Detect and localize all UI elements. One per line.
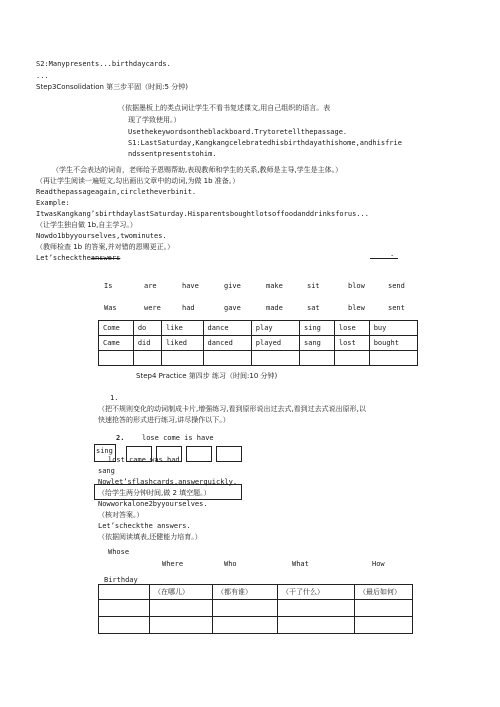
note-2: （再让学生阅读一遍短文,勾出画出文章中的动词,为做 1b 准备。） bbox=[36, 177, 240, 185]
item-2-words: lose come is have bbox=[142, 434, 214, 442]
note-1: （学生不会表达的词肯，老师给予恩赐帮助,表现教师和学生的关系,教师是主导,学生是主体。） bbox=[52, 166, 343, 174]
note-8: （依据阅读填表,还健能力培育。） bbox=[98, 533, 202, 541]
whose-label: Whose bbox=[108, 548, 130, 556]
table-row bbox=[99, 585, 413, 600]
verb-present: are bbox=[144, 282, 157, 290]
table-cell: （在哪儿） bbox=[150, 585, 213, 600]
note-6: （给学生两分钟时间,做 2 填空题。） bbox=[98, 489, 211, 497]
table-cell: bought bbox=[369, 336, 417, 351]
table-cell bbox=[334, 351, 369, 366]
table-cell: dance bbox=[203, 321, 251, 336]
table-cell: （干了什么） bbox=[278, 585, 355, 600]
verb-present: blow bbox=[348, 282, 365, 290]
letcheck-line: Let’scheckthe answers. bbox=[98, 522, 191, 530]
table-cell: Come bbox=[99, 321, 134, 336]
header-who: Who bbox=[224, 560, 237, 568]
table-cell bbox=[150, 617, 213, 634]
sang-word: sang bbox=[98, 467, 115, 475]
table-cell bbox=[99, 351, 134, 366]
table-row bbox=[99, 351, 418, 366]
header-where: Where bbox=[162, 560, 184, 568]
table-cell: do bbox=[133, 321, 161, 336]
table-cell bbox=[355, 600, 413, 617]
verb-past: sent bbox=[388, 304, 405, 312]
blank-box bbox=[216, 446, 242, 462]
nowwork-line: Nowworkalone2byyourselves. bbox=[98, 500, 208, 508]
table-cell: buy bbox=[369, 321, 417, 336]
table-cell: did bbox=[133, 336, 161, 351]
s1-line-a: S1:LastSaturday,Kangkangcelebratedhisbirthdayathishome,andhisfrie bbox=[128, 139, 402, 147]
table-cell: played bbox=[251, 336, 299, 351]
check-text: Let’scheckthe bbox=[36, 254, 91, 262]
note-5a: （把不规则变化的动词制成卡片,增强练习,看到原形说出过去式,看到过去式说出原形,以 bbox=[98, 405, 366, 413]
instruction-1b: 现了学致使用。） bbox=[128, 116, 181, 124]
table-cell bbox=[150, 600, 213, 617]
table-cell bbox=[99, 617, 150, 634]
read-instruction: Readthepassageagain,circletheverbinit. bbox=[36, 188, 197, 196]
verb-present: give bbox=[224, 282, 241, 290]
table-cell bbox=[369, 351, 417, 366]
verb-past: Was bbox=[104, 304, 117, 312]
note-5b: 快速抢答的形式进行练习,讲尽操作以下。） bbox=[98, 416, 230, 424]
step3-heading: Step3Consolidation 第三步平固（时间:5 分钟) bbox=[36, 83, 188, 91]
table-cell bbox=[300, 351, 335, 366]
s2-line: S2:Manypresents...birthdaycards. bbox=[36, 60, 171, 68]
step4-heading: Step4 Practice 第四步 练习（时间:10 分钟) bbox=[136, 372, 278, 380]
table-cell bbox=[278, 617, 355, 634]
table-cell: lose bbox=[334, 321, 369, 336]
table-cell bbox=[161, 351, 203, 366]
verb-past: made bbox=[266, 304, 283, 312]
table-cell bbox=[213, 600, 278, 617]
note-3: （让学生独自做 1b,自主学习。） bbox=[36, 221, 137, 229]
verb-past: gave bbox=[224, 304, 241, 312]
check-answers-line bbox=[36, 254, 120, 263]
dot-mark: . bbox=[390, 250, 395, 258]
table-cell bbox=[278, 600, 355, 617]
answers-text: answers bbox=[90, 254, 121, 262]
table-cell bbox=[203, 351, 251, 366]
verb-present: have bbox=[182, 282, 199, 290]
example-sentence: ItwasKangkang’sbirthdaylastSaturday.Hisparentsboughtlotsoffoodanddrinksforus... bbox=[36, 210, 369, 218]
table-cell: （最后如何） bbox=[355, 585, 413, 600]
header-how: How bbox=[372, 560, 385, 568]
table-cell: play bbox=[251, 321, 299, 336]
header-what: What bbox=[292, 560, 309, 568]
verb-past: were bbox=[144, 304, 161, 312]
verb-past: had bbox=[182, 304, 195, 312]
table-row bbox=[99, 321, 418, 336]
verb-present: Is bbox=[104, 282, 113, 290]
verb-present: send bbox=[388, 282, 405, 290]
note-7: （核对答案。） bbox=[98, 511, 144, 519]
nowlet-line: Nowlet’sflashcards,answerquickly. bbox=[98, 478, 238, 486]
table-row bbox=[99, 336, 418, 351]
table-cell: sang bbox=[300, 336, 335, 351]
table-cell bbox=[99, 600, 150, 617]
table-row bbox=[99, 617, 413, 634]
ellipsis: ... bbox=[36, 72, 49, 80]
verb-table bbox=[98, 320, 418, 366]
table-cell: like bbox=[161, 321, 203, 336]
table-cell bbox=[99, 585, 150, 600]
table-cell: liked bbox=[161, 336, 203, 351]
table-cell: Came bbox=[99, 336, 134, 351]
table-cell bbox=[355, 617, 413, 634]
table-cell: danced bbox=[203, 336, 251, 351]
table-cell: （都有谁） bbox=[213, 585, 278, 600]
s1-line-b: ndssentpresentstohim. bbox=[128, 150, 217, 158]
table-cell bbox=[133, 351, 161, 366]
table-cell: lost bbox=[334, 336, 369, 351]
nowdo-line: Nowdo1bbyyourselves,twominutes. bbox=[36, 232, 167, 240]
instruction-1a: （依据墨板上的类点词让学生不看书复述课文,用自己组织的语言。表 bbox=[118, 104, 331, 112]
verb-present: make bbox=[266, 282, 283, 290]
item-1: 1. bbox=[110, 394, 119, 402]
answer-blank-line bbox=[370, 258, 398, 259]
table-cell bbox=[251, 351, 299, 366]
info-table bbox=[98, 584, 413, 634]
table-cell bbox=[213, 617, 278, 634]
blank-box bbox=[94, 484, 242, 500]
table-row bbox=[99, 600, 413, 617]
retell-line: Usethekeywordsontheblackboard.Trytoretellthepassage. bbox=[128, 128, 348, 136]
verb-present: sit bbox=[307, 282, 320, 290]
verb-past: blew bbox=[348, 304, 365, 312]
note-4: （教师检查 1b 的答案,并对错的恩赐更正。） bbox=[36, 243, 175, 251]
sing-word: sing bbox=[96, 447, 113, 455]
lost-row: lost came was had bbox=[108, 456, 180, 464]
item-2: 2. bbox=[116, 434, 125, 442]
verb-past: sat bbox=[307, 304, 320, 312]
blank-box bbox=[186, 446, 212, 462]
example-label: Example: bbox=[36, 199, 70, 207]
table-cell: sing bbox=[300, 321, 335, 336]
birthday-label: Birthday bbox=[104, 576, 138, 584]
